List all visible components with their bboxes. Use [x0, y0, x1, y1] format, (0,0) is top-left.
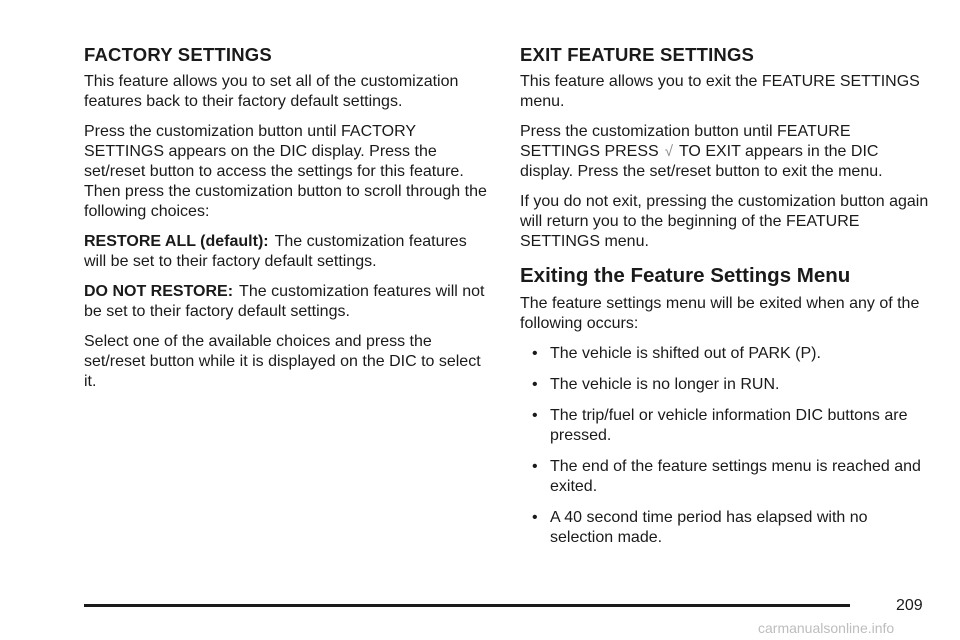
do-not-restore-paragraph [84, 282, 490, 322]
factory-instructions-paragraph: Press the customization button until FACTORY SETTINGS appears on the DIC display. Press the set/reset button to access the settings for this feature. Then press the customization button to scroll through the following choices: [84, 123, 487, 220]
watermark: carmanualsonline.info [758, 620, 895, 636]
exit-intro-paragraph: This feature allows you to exit the FEATURE SETTINGS menu. [520, 73, 920, 110]
factory-intro-paragraph: This feature allows you to set all of the customization features back to their factory default settings. [84, 73, 459, 110]
exit-feature-settings-heading: EXIT FEATURE SETTINGS [520, 44, 755, 65]
factory-settings-heading: FACTORY SETTINGS [84, 44, 272, 65]
exit-instructions-text-a: Press the customization button until FEATURE SETTINGS PRESS [520, 123, 851, 160]
select-choice-paragraph: Select one of the available choices and press the set/reset button while it is displayed on the DIC to select it. [84, 333, 481, 390]
exiting-menu-heading: Exiting the Feature Settings Menu [520, 264, 851, 287]
left-column [84, 44, 490, 402]
exit-conditions-list [520, 344, 930, 548]
exit-instructions-text-b: TO EXIT appears in the DIC display. Press the set/reset button to exit the menu. [520, 143, 883, 180]
restore-all-label: RESTORE ALL (default): [84, 233, 269, 250]
checkmark-icon: √ [664, 143, 673, 160]
exit-instructions-paragraph [520, 122, 930, 182]
right-column [520, 44, 930, 559]
list-item: • The vehicle is shifted out of PARK (P). [532, 344, 930, 364]
restore-all-paragraph [84, 232, 490, 272]
list-item: • The end of the feature settings menu is reached and exited. [532, 457, 930, 497]
exiting-intro-paragraph: The feature settings menu will be exited when any of the following occurs: [520, 295, 920, 332]
list-item: • The trip/fuel or vehicle information DIC buttons are pressed. [532, 406, 930, 446]
restore-all-text: The customization features will be set to their factory default settings. [84, 233, 467, 270]
do-not-restore-label: DO NOT RESTORE: [84, 283, 234, 300]
do-not-restore-text: The customization features will not be set to their factory default settings. [84, 283, 485, 320]
list-item: • The vehicle is no longer in RUN. [532, 375, 930, 395]
exit-warning-paragraph: If you do not exit, pressing the customization button again will return you to the beginning of the FEATURE SETTINGS menu. [520, 193, 929, 250]
list-item: • A 40 second time period has elapsed with no selection made. [532, 508, 930, 548]
footer-rule [84, 604, 850, 607]
page-number: 209 [896, 597, 923, 614]
